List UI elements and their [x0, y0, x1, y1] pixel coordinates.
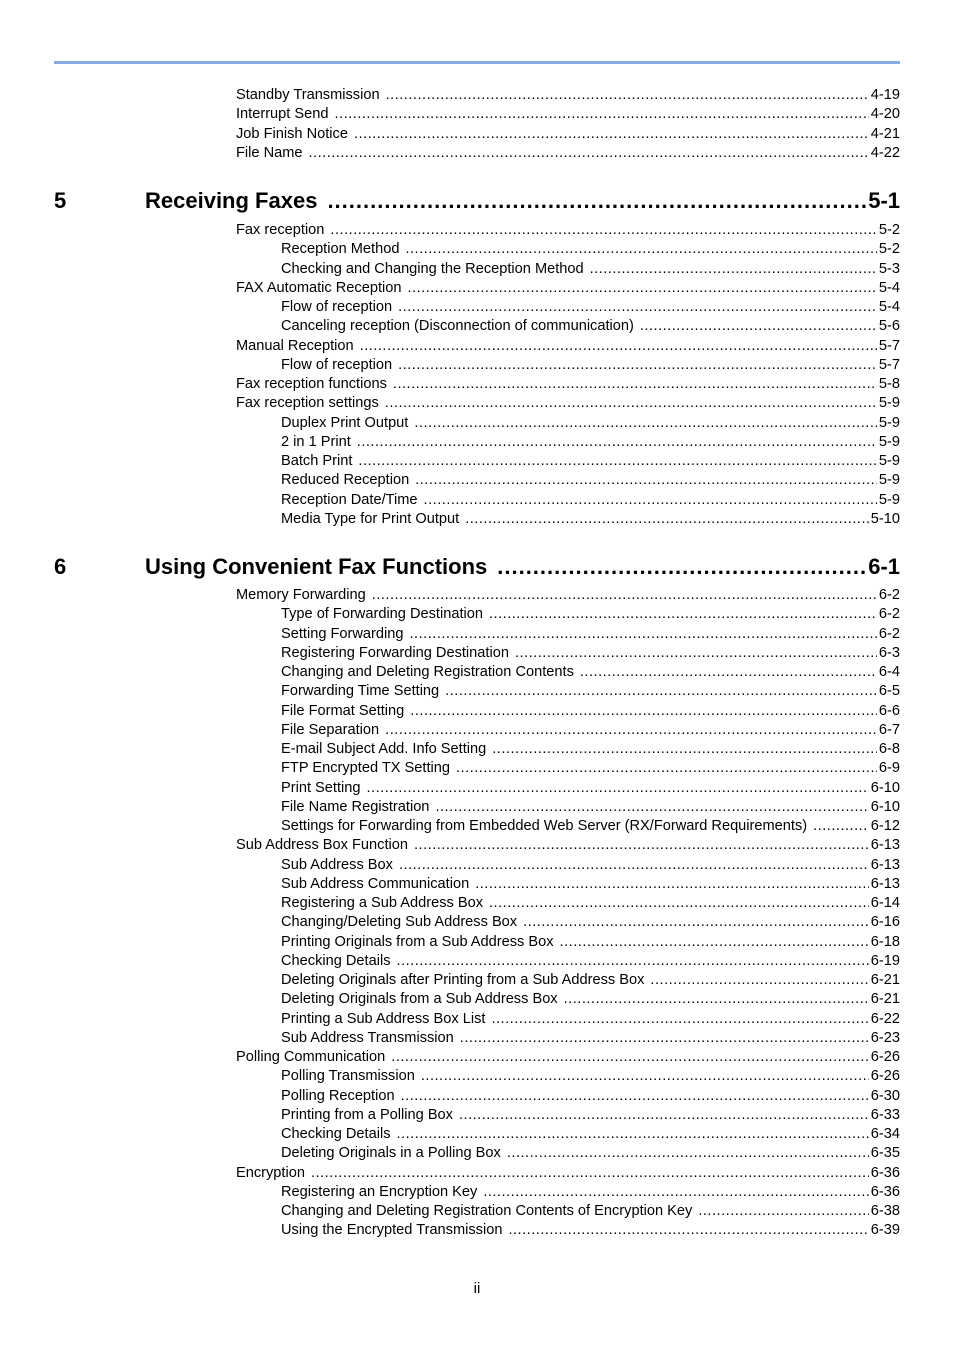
dot-leader	[401, 1087, 869, 1106]
toc-entry[interactable]	[281, 1183, 900, 1202]
toc-entry-page: 6-18	[870, 933, 900, 950]
toc-entry[interactable]	[281, 759, 900, 778]
dot-leader	[391, 1048, 869, 1067]
dot-leader	[358, 452, 877, 471]
toc-entry[interactable]	[281, 298, 900, 317]
toc-entry-page: 6-3	[878, 644, 900, 661]
dot-leader	[385, 721, 877, 740]
toc-entry[interactable]	[236, 105, 900, 124]
toc-entry-page: 5-9	[878, 472, 900, 489]
dot-leader	[492, 740, 877, 759]
dot-leader	[372, 586, 877, 605]
dot-leader	[435, 798, 868, 817]
toc-entry-page: 6-13	[870, 856, 900, 873]
toc-entry[interactable]	[281, 740, 900, 759]
toc-entry-title: File Name	[236, 144, 303, 161]
toc-entry-page: 6-6	[878, 702, 900, 719]
toc-entry-page: 4-19	[870, 87, 900, 103]
toc-entry[interactable]	[281, 721, 900, 740]
toc-entry-page: 6-12	[870, 818, 900, 834]
toc-entry-page: 6-26	[870, 1049, 900, 1065]
toc-entry[interactable]	[281, 1144, 900, 1163]
toc-entry[interactable]	[281, 625, 900, 644]
dot-leader	[385, 394, 877, 413]
toc-entry-title: Sub Address Transmission	[281, 1029, 454, 1046]
dot-leader	[393, 375, 877, 394]
dot-leader	[410, 625, 877, 644]
toc-entry[interactable]	[281, 913, 900, 932]
toc-entry-page: 6-23	[870, 1029, 900, 1046]
toc-entry-page: 5-4	[878, 299, 900, 315]
dot-leader	[650, 971, 868, 990]
toc-entry-title: Printing Originals from a Sub Address Box	[281, 933, 554, 950]
toc-entry-title: Polling Reception	[281, 1087, 395, 1104]
toc-entry-page: 5-7	[878, 337, 900, 354]
toc-entry[interactable]	[281, 817, 900, 836]
toc-entry-title: Flow of reception	[281, 299, 393, 315]
toc-entry-page: 6-26	[870, 1068, 900, 1085]
toc-entry[interactable]	[281, 605, 900, 624]
toc-entry-title: Changing/Deleting Sub Address Box	[281, 914, 518, 931]
toc-entry-page: 5-9	[878, 433, 900, 450]
dot-leader	[414, 836, 869, 855]
header-rule	[54, 61, 900, 64]
toc-entry-title: Flow of reception	[281, 356, 393, 373]
toc-entry-page: 5-2	[878, 241, 900, 258]
toc-entry-page: 5-2	[878, 222, 900, 238]
toc-entry[interactable]	[281, 663, 900, 682]
toc-entry[interactable]	[281, 356, 900, 375]
toc-entry-title: Fax reception functions	[236, 376, 387, 392]
dot-leader	[399, 856, 869, 875]
toc-entry-title: Deleting Originals from a Sub Address Box	[281, 991, 558, 1008]
toc-entry-page: 5-9	[878, 491, 900, 508]
toc-entry[interactable]	[281, 452, 900, 471]
toc-entry[interactable]	[281, 1067, 900, 1086]
chapter-page: 6-1	[868, 554, 900, 579]
toc-entry-title: Changing and Deleting Registration Contents of Encryption Key	[281, 1203, 693, 1219]
toc-entry-page: 5-3	[878, 260, 900, 277]
toc-entry[interactable]	[281, 682, 900, 701]
toc-entry-title: Encryption	[236, 1164, 305, 1181]
toc-entry[interactable]	[281, 1106, 900, 1125]
toc-entry-title: Media Type for Print Output	[281, 510, 460, 527]
toc-entry-title: Sub Address Box Function	[236, 837, 408, 854]
toc-entry-page: 6-39	[870, 1222, 900, 1239]
toc-entry-title: Registering a Sub Address Box	[281, 895, 483, 911]
toc-entry-title: Manual Reception	[236, 337, 354, 354]
toc-entry[interactable]	[236, 836, 900, 855]
toc-entry-page: 6-2	[878, 625, 900, 642]
dot-leader	[475, 875, 869, 894]
toc-entry[interactable]	[281, 875, 900, 894]
dot-leader	[489, 605, 877, 624]
toc-entry-page: 6-33	[870, 1106, 900, 1123]
toc-entry-title: Settings for Forwarding from Embedded Web Server (RX/Forward Requirements)	[281, 818, 808, 834]
toc-entry-title: Type of Forwarding Destination	[281, 606, 483, 623]
dot-leader	[407, 279, 876, 298]
toc-entry-title: Printing a Sub Address Box List	[281, 1010, 486, 1027]
chapter-number: 6	[54, 554, 67, 579]
dot-leader	[523, 913, 869, 932]
toc-entry[interactable]	[236, 221, 900, 240]
toc-entry-title: Fax reception settings	[236, 395, 379, 412]
toc-entry-title: Duplex Print Output	[281, 414, 409, 431]
dot-leader	[456, 759, 877, 778]
dot-leader	[415, 471, 877, 490]
toc-entry-page: 5-9	[878, 414, 900, 431]
toc-entry-page: 6-36	[870, 1183, 900, 1200]
toc-entry-title: Setting Forwarding	[281, 625, 404, 642]
dot-leader	[398, 356, 877, 375]
dot-leader	[357, 433, 877, 452]
toc-entry[interactable]	[236, 1048, 900, 1067]
toc-entry[interactable]	[281, 491, 900, 510]
toc-entry[interactable]	[281, 894, 900, 913]
toc-entry[interactable]	[281, 971, 900, 990]
toc-entry[interactable]	[281, 240, 900, 259]
toc-entry-page: 6-38	[870, 1203, 900, 1219]
toc-entry-title: Registering Forwarding Destination	[281, 644, 509, 661]
dot-leader	[560, 933, 869, 952]
toc-entry[interactable]	[281, 644, 900, 663]
dot-leader	[698, 1202, 868, 1221]
toc-entry[interactable]	[281, 779, 900, 798]
chapter-title: Using Convenient Fax Functions	[145, 554, 488, 579]
dot-leader	[483, 1183, 868, 1202]
toc-entry-title: FTP Encrypted TX Setting	[281, 760, 450, 777]
toc-entry-title: Canceling reception (Disconnection of communication)	[281, 318, 634, 335]
toc-entry-page: 6-36	[870, 1164, 900, 1181]
dot-leader	[410, 702, 877, 721]
toc-entry[interactable]	[236, 86, 900, 105]
dot-leader	[445, 682, 877, 701]
toc-entry[interactable]	[281, 798, 900, 817]
toc-entry-title: File Separation	[281, 721, 380, 738]
toc-entry-page: 6-4	[878, 664, 900, 680]
chapter-number: 5	[54, 188, 67, 213]
toc-entry-title: E-mail Subject Add. Info Setting	[281, 741, 487, 757]
chapter-page: 5-1	[868, 188, 900, 213]
dot-leader	[459, 1106, 869, 1125]
toc-entry[interactable]	[281, 260, 900, 279]
toc-entry[interactable]	[281, 317, 900, 336]
dot-leader	[489, 894, 869, 913]
toc-entry-title: Printing from a Polling Box	[281, 1106, 453, 1123]
dot-leader	[590, 260, 877, 279]
toc-entry-page: 5-9	[878, 453, 900, 469]
dot-leader	[564, 990, 869, 1009]
toc-entry[interactable]	[281, 1087, 900, 1106]
toc-entry[interactable]	[281, 433, 900, 452]
toc-entry-title: Changing and Deleting Registration Contents	[281, 664, 574, 680]
dot-leader	[330, 221, 876, 240]
toc-entry[interactable]	[236, 586, 900, 605]
toc-entry-title: File Name Registration	[281, 798, 430, 815]
toc-entry[interactable]	[281, 471, 900, 490]
dot-leader	[360, 337, 877, 356]
toc-entry[interactable]	[281, 1202, 900, 1221]
chapter-heading[interactable]	[54, 554, 900, 584]
dot-leader	[398, 298, 877, 317]
toc-entry[interactable]	[281, 414, 900, 433]
toc-entry-title: Fax reception	[236, 222, 325, 238]
toc-entry-page: 6-14	[870, 895, 900, 911]
dot-leader	[311, 1164, 869, 1183]
toc-entry[interactable]	[236, 279, 900, 298]
toc-entry-title: Forwarding Time Setting	[281, 683, 440, 700]
toc-entry-page: 6-2	[878, 587, 900, 603]
dot-leader	[515, 644, 877, 663]
toc-entry-page: 6-8	[878, 741, 900, 757]
toc-entry[interactable]	[281, 856, 900, 875]
toc-entry-page: 6-30	[870, 1087, 900, 1104]
toc-entry-title: Deleting Originals in a Polling Box	[281, 1145, 501, 1162]
toc-entry[interactable]	[281, 1221, 900, 1240]
toc-entry-page: 6-34	[870, 1126, 900, 1142]
dot-leader	[465, 510, 869, 529]
toc-entry-title: Batch Print	[281, 453, 353, 469]
toc-entry-title: Checking Details	[281, 1126, 391, 1142]
toc-entry-title: Reception Date/Time	[281, 491, 418, 508]
dot-leader	[397, 952, 869, 971]
toc-entry[interactable]	[236, 1164, 900, 1183]
toc-entry[interactable]	[236, 337, 900, 356]
dot-leader	[405, 240, 876, 259]
toc-entry[interactable]	[236, 375, 900, 394]
toc-entry[interactable]	[236, 394, 900, 413]
toc-entry-page: 5-8	[878, 376, 900, 392]
dot-leader	[386, 86, 869, 105]
toc-entry-title: Checking and Changing the Reception Method	[281, 260, 584, 277]
toc-entry-title: FAX Automatic Reception	[236, 279, 402, 296]
dot-leader	[421, 1067, 869, 1086]
toc-entry-page: 6-13	[870, 875, 900, 892]
dot-leader	[354, 125, 869, 144]
toc-entry-title: Sub Address Box	[281, 856, 393, 873]
toc-entry-page: 5-6	[878, 318, 900, 335]
toc-entry-title: Registering an Encryption Key	[281, 1183, 478, 1200]
dot-leader	[497, 554, 866, 580]
toc-entry-title: Standby Transmission	[236, 87, 380, 103]
toc-entry-title: Sub Address Communication	[281, 875, 470, 892]
toc-entry[interactable]	[281, 510, 900, 529]
dot-leader	[327, 188, 866, 214]
toc-entry-page: 6-10	[870, 798, 900, 815]
toc-entry-title: Memory Forwarding	[236, 587, 366, 603]
dot-leader	[335, 105, 869, 124]
toc-entry-page: 6-22	[870, 1010, 900, 1027]
toc-entry-page: 6-16	[870, 914, 900, 931]
dot-leader	[507, 1144, 869, 1163]
toc-entry-page: 6-7	[878, 721, 900, 738]
toc-entry-title: 2 in 1 Print	[281, 433, 351, 450]
toc-entry-title: Checking Details	[281, 952, 391, 969]
toc-entry[interactable]	[281, 933, 900, 952]
toc-entry[interactable]	[281, 1029, 900, 1048]
toc-entry-title: Using the Encrypted Transmission	[281, 1222, 503, 1239]
dot-leader	[397, 1125, 869, 1144]
toc-entry-title: Reception Method	[281, 241, 400, 258]
toc-entry-title: Polling Transmission	[281, 1068, 415, 1085]
toc-entry-page: 4-21	[870, 125, 900, 142]
dot-leader	[813, 817, 869, 836]
toc-entry-title: Deleting Originals after Printing from a Sub Address Box	[281, 972, 645, 988]
dot-leader	[367, 779, 869, 798]
page-number: ii	[473, 1280, 481, 1297]
toc-entry-page: 6-19	[870, 952, 900, 969]
toc-entry[interactable]	[236, 144, 900, 163]
toc-entry-title: Interrupt Send	[236, 106, 329, 123]
toc-entry[interactable]	[236, 125, 900, 144]
dot-leader	[508, 1221, 868, 1240]
toc-entry-page: 6-13	[870, 837, 900, 854]
toc-entry-title: Reduced Reception	[281, 472, 410, 489]
toc-entry-page: 6-9	[878, 760, 900, 777]
toc-entry-page: 5-10	[870, 510, 900, 527]
toc-entry-page: 5-9	[878, 395, 900, 412]
toc-entry-title: Polling Communication	[236, 1049, 386, 1065]
toc-entry-page: 5-7	[878, 356, 900, 373]
dot-leader	[424, 491, 877, 510]
dot-leader	[309, 144, 869, 163]
toc-entry-page: 6-35	[870, 1145, 900, 1162]
toc-entry-page: 5-4	[878, 279, 900, 296]
toc-entry-page: 6-10	[870, 779, 900, 796]
toc-entry[interactable]	[281, 1010, 900, 1029]
toc-entry-page: 6-2	[878, 606, 900, 623]
toc-entry-title: Job Finish Notice	[236, 125, 348, 142]
dot-leader	[640, 317, 877, 336]
toc-entry[interactable]	[281, 952, 900, 971]
dot-leader	[580, 663, 877, 682]
toc-entry-page: 4-22	[870, 144, 900, 161]
toc-entry-page: 6-21	[870, 991, 900, 1008]
toc-entry-page: 6-5	[878, 683, 900, 700]
toc-entry-title: Print Setting	[281, 779, 361, 796]
toc-entry[interactable]	[281, 990, 900, 1009]
toc-entry[interactable]	[281, 702, 900, 721]
dot-leader	[491, 1010, 868, 1029]
toc-entry-page: 4-20	[870, 106, 900, 123]
chapter-title: Receiving Faxes	[145, 188, 318, 213]
toc-entry-title: File Format Setting	[281, 702, 405, 719]
dot-leader	[460, 1029, 869, 1048]
toc-entry-page: 6-21	[870, 972, 900, 988]
dot-leader	[414, 414, 877, 433]
toc-entry[interactable]	[281, 1125, 900, 1144]
chapter-heading[interactable]	[54, 188, 900, 218]
